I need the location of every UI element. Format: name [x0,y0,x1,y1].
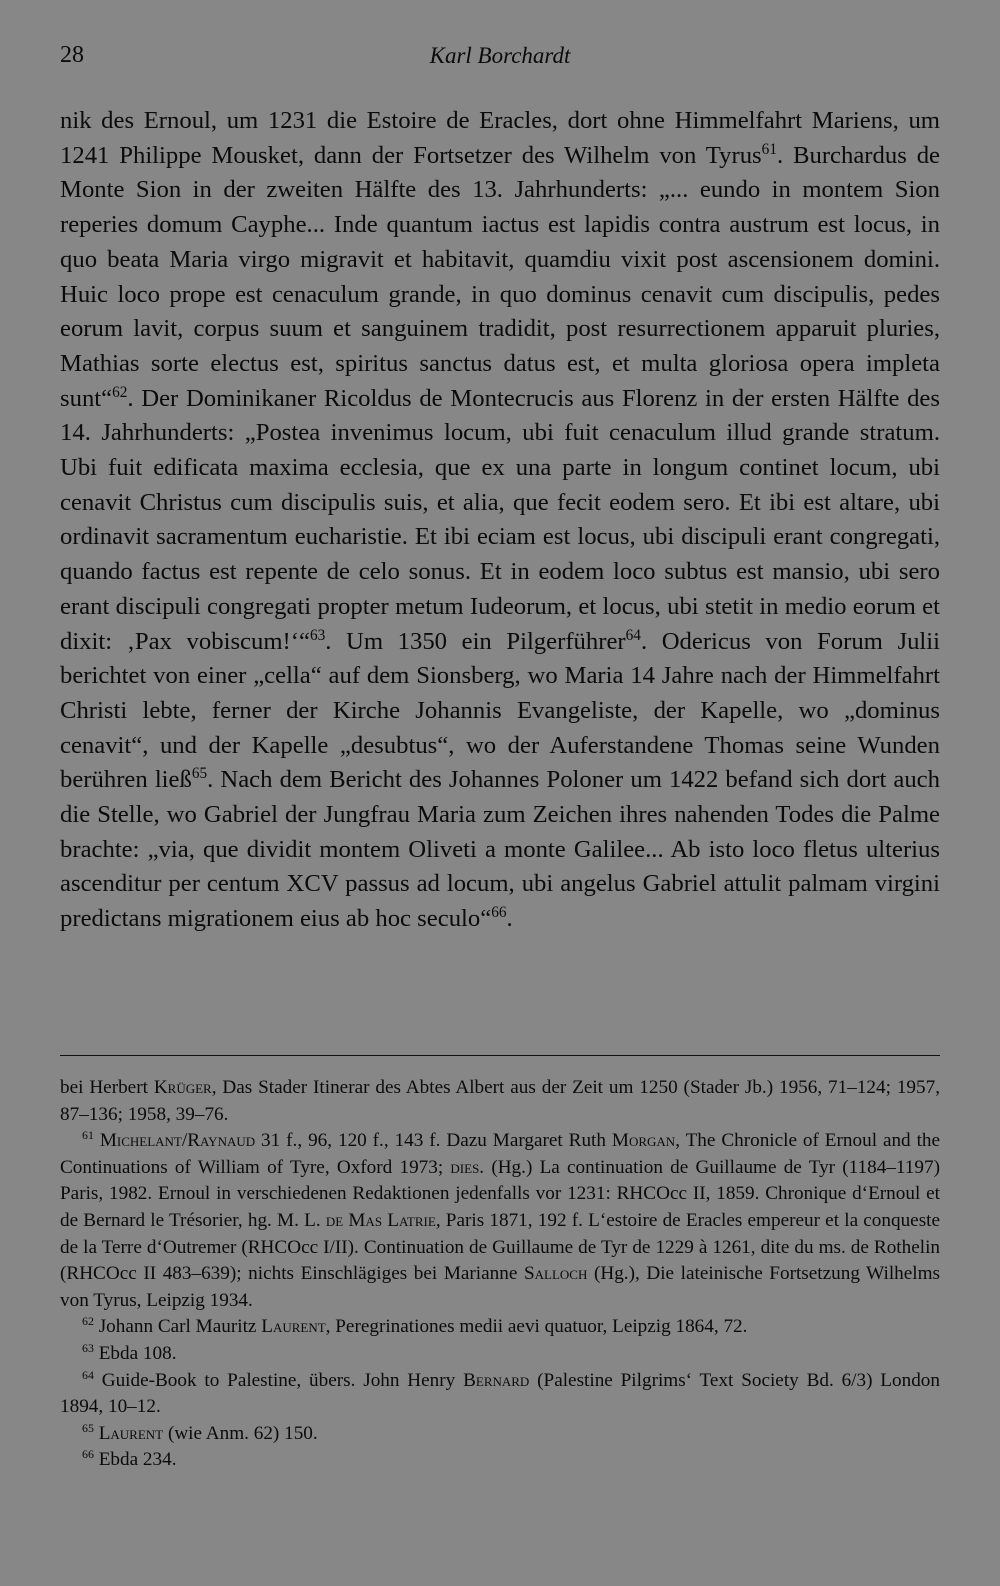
fn-text: (Palestine Pilgrims‘ Text Society Bd. 6/3) London 1894, 10–12. [60,1369,940,1418]
fn-text: (Hg.), Die lateinische Fortsetzung Wilhelms von Tyrus, Leipzig 1934. [60,1263,940,1311]
author-name: dies [450,1156,480,1178]
fn-text: Ebda 108. [93,1342,177,1364]
author-name: Salloch [523,1263,588,1285]
author-name: L. de Mas Latrie [304,1209,436,1231]
footnote-63 [60,1341,940,1368]
main-text [60,104,940,937]
footnote-ref-65: 65 [191,765,208,783]
fn-text: Johann Carl Mauritz [93,1316,262,1338]
page-header [60,42,940,76]
footnote-number: 62 [82,1314,94,1329]
text-run: . Odericus von Forum Julii berichtet von einer „cella“ auf dem Sionsberg, wo Maria 14 Jahre nach der Himmelfahrt Christi lebte, ferner der Kirche Johannis Evangeliste, der Kapelle, wo „dominus cenavit“, und der Kapelle „desubtus“, wo der Auferstandene Thomas seine Wunden berühren ließ [60,627,940,794]
footnote-number: 66 [82,1447,94,1462]
page-number: 28 [60,42,84,68]
footnote-61 [60,1128,940,1314]
footnote-divider [60,1055,940,1056]
footnote-number: 64 [82,1367,94,1382]
footnote-66 [60,1447,940,1474]
footnote-continuation [60,1075,940,1128]
author-name: Laurent [261,1316,326,1338]
footnote-62 [60,1314,940,1341]
footnote-ref-62: 62 [112,383,128,401]
footnote-number: 61 [82,1128,94,1143]
footnote-ref-66: 66 [491,903,507,921]
fn-text: , The Chronicle of Ernoul and the Continuations of William of Tyre, Oxford 1973; [60,1130,941,1178]
text-run: . Der Dominikaner Ricoldus de Montecrucis aus Florenz in der ersten Hälfte des 14. Jahrhunderts: „Postea invenimus locum, ubi fuit cenaculum illud grande stratum. Ubi fuit edificata maxima ecclesia, que ex una parte in longum continet locum, ubi cenavit Christus cum discipulis suis, et alia, que fecit eodem sero. Et ibi est altare, ubi ordinavit sacramentum eucharistie. Et ibi eciam est locus, ubi discipuli erant congregati, quando factus est repente de celo sonus. Et in eodem loco subtus est mansio, ubi sero erant discipuli congregati propter metum Iudeorum, et locus, ubi stetit in medio eorum et dixit: ‚Pax vobiscum!‘“ [60,384,940,655]
text-run: . Burchardus de Monte Sion in der zweiten Hälfte des 13. Jahrhunderts: „... eundo in montem Sion reperies domum Cayphe... Inde quantum iactus est lapidis contra austrum est locus, in quo beata Maria virgo migravit et habitavit, quamdiu vixit post ascensionem domini. Huic loco prope est cenaculum grande, in quo dominus cenavit cum discipulis, pedes eorum lavit, corpus suum et sanguinem tradidit, post resurrectionem apparuit pluries, Mathias sorte electus est, spiritus sanctus datus est, et multa gloriosa opera impleta sunt“ [60,141,940,412]
footnote-ref-61: 61 [761,140,777,158]
fn-text: Guide-Book to Palestine, übers. John Henry [93,1369,464,1391]
author-name: Morgan [611,1130,676,1152]
text-run: . [506,905,513,933]
text-run: . Nach dem Bericht des Johannes Poloner um 1422 befand sich dort auch die Stelle, wo Gabriel der Jungfrau Maria zum Zeichen ihres nahenden Todes die Palme brachte: „via, que dividit montem Oliveti a monte Galilee... Ab isto loco fletus ulterius ascenditur per centum XCV passus ad locum, ubi angelus Gabriel attulit palmam virgini predictans migrationem eius ab hoc seculo“ [60,766,940,933]
fn-text: Ebda 234. [93,1449,177,1471]
footnotes [60,1075,940,1474]
fn-text: , Peregrinationes medii aevi quatuor, Leipzig 1864, 72. [325,1316,748,1338]
body-paragraph [60,104,940,937]
fn-text: 31 f., 96, 120 f., 143 f. Dazu Margaret Ruth [255,1130,612,1152]
footnote-ref-64: 64 [625,626,641,644]
fn-text: , Das Stader Itinerar des Abtes Albert aus der Zeit um 1250 (Stader Jb.) 1956, 71–124; 1957, 87–136; 1958, 39–76. [60,1077,940,1125]
running-title: Karl Borchardt [429,43,571,68]
footnote-number: 65 [82,1420,94,1435]
fn-text: (wie Anm. 62) 150. [163,1422,318,1444]
footnote-65 [60,1421,940,1448]
footnote-number: 63 [82,1340,94,1355]
author-name: Michelant/Raynaud [99,1130,256,1152]
footnote-ref-63: 63 [309,626,326,644]
author-name: Laurent [98,1422,164,1444]
fn-text: . (Hg.) La continuation de Guillaume de Tyr (1184–1197) Paris, 1982. Ernoul in verschiedenen Redaktionen jedenfalls vor 1231: RHCOcc II, 1859. Chronique d‘Ernoul et de Bernard le Trésorier, hg. M. [60,1156,940,1231]
author-name: Krüger [153,1077,212,1098]
author-name: Bernard [463,1369,530,1391]
footnote-64 [60,1368,940,1421]
fn-text: bei Herbert [60,1077,154,1098]
text-run: nik des Ernoul, um 1231 die Estoire de Eracles, dort ohne Himmelfahrt Mariens, um 1241 Philippe Mousket, dann der Fortsetzer des Wilhelm von Tyrus [60,107,940,169]
text-run: . Um 1350 ein Pilgerführer [325,627,626,655]
fn-text: , Paris 1871, 192 f. L‘estoire de Eracles empereur et la conqueste de la Terre d‘Outremer (RHCOcc I/II). Continuation de Guillaume de Tyr de 1229 à 1261, dite du ms. de Rothelin (RHCOcc II 483–639); nichts Einschlägiges bei Marianne [60,1209,941,1285]
